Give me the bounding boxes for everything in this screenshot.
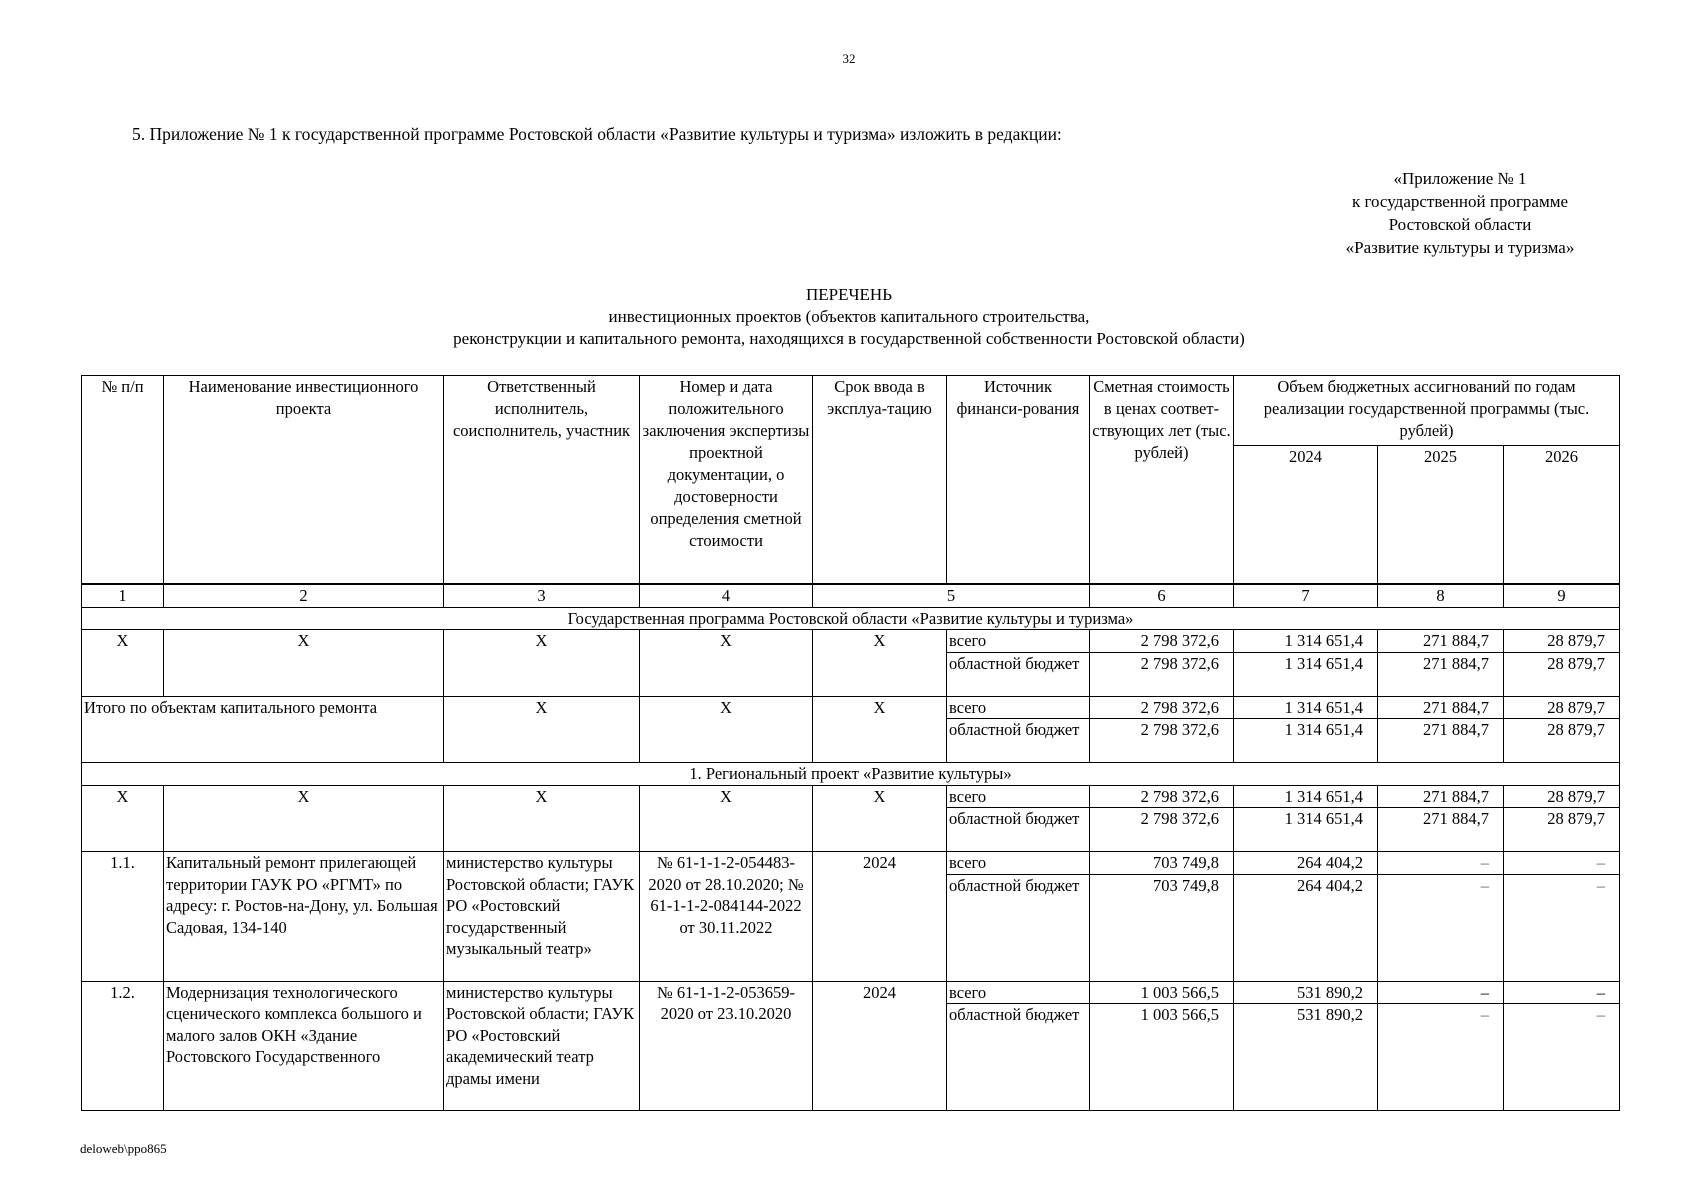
x-mark: Х <box>813 696 947 763</box>
appendix-heading <box>1300 167 1620 259</box>
source-total: всего <box>947 630 1090 653</box>
column-numbers-row <box>82 585 1620 608</box>
title-line-3: реконструкции и капитального ремонта, находящихся в государственной собственности Ростовской области) <box>453 329 1245 348</box>
x-mark: Х <box>640 785 813 852</box>
source-total: всего <box>947 696 1090 719</box>
y2026-value: 28 879,7 <box>1504 696 1620 719</box>
footer-code: deloweb\ppo865 <box>80 1141 167 1156</box>
header-year-2025: 2025 <box>1378 446 1504 584</box>
y2025-value: 271 884,7 <box>1378 696 1504 719</box>
x-mark: Х <box>444 785 640 852</box>
x-mark: Х <box>164 785 444 852</box>
y2025-value: 271 884,7 <box>1378 808 1504 852</box>
cost-value: 2 798 372,6 <box>1090 652 1234 696</box>
project-executor: министерство культуры Ростовской области; ГАУК РО «Ростовский академический театр драмы имени <box>444 981 640 1111</box>
header-year-2024: 2024 <box>1234 446 1378 584</box>
source-regional-budget: областной бюджет <box>947 808 1090 852</box>
appendix-line-2: к государственной программе <box>1351 192 1569 211</box>
itogo-total-row <box>82 696 1620 719</box>
y2025-value: 271 884,7 <box>1378 652 1504 696</box>
header-name: Наименование инвестиционного проекта <box>164 376 444 584</box>
y2024-value: 531 890,2 <box>1234 1004 1378 1111</box>
x-mark: Х <box>164 630 444 697</box>
y2026-value: 28 879,7 <box>1504 808 1620 852</box>
project-row <box>82 852 1620 875</box>
title-line-2: инвестиционных проектов (объектов капитального строительства, <box>608 307 1090 326</box>
program-title-row <box>82 607 1620 630</box>
title-line-1: ПЕРЕЧЕНЬ <box>806 285 892 304</box>
col-number: 3 <box>444 585 640 608</box>
project-executor: министерство культуры Ростовской области; ГАУК РО «Ростовский государственный музыкальный театр» <box>444 852 640 982</box>
page-number: 32 <box>842 51 856 66</box>
y2026-value: – <box>1504 874 1620 981</box>
y2024-value: 1 314 651,4 <box>1234 785 1378 808</box>
cost-value: 2 798 372,6 <box>1090 630 1234 653</box>
y2025-value: – <box>1378 1004 1504 1111</box>
col-number: 9 <box>1504 585 1620 608</box>
x-mark: Х <box>82 785 164 852</box>
header-year-2026: 2026 <box>1504 446 1620 584</box>
y2024-value: 1 314 651,4 <box>1234 719 1378 763</box>
y2024-value: 1 314 651,4 <box>1234 808 1378 852</box>
header-num: № п/п <box>82 376 164 584</box>
program-title: Государственная программа Ростовской области «Развитие культуры и туризма» <box>82 607 1620 630</box>
col-number: 7 <box>1234 585 1378 608</box>
program-total-row <box>82 630 1620 653</box>
y2024-value: 264 404,2 <box>1234 852 1378 875</box>
data-table <box>81 584 1620 1111</box>
cost-value: 1 003 566,5 <box>1090 1004 1234 1111</box>
y2025-value: – <box>1378 981 1504 1004</box>
cost-value: 1 003 566,5 <box>1090 981 1234 1004</box>
source-regional-budget: областной бюджет <box>947 652 1090 696</box>
document-title <box>0 284 1698 350</box>
source-total: всего <box>947 852 1090 875</box>
intro-paragraph: 5. Приложение № 1 к государственной программе Ростовской области «Развитие культуры и туризма» изложить в редакции: <box>132 124 1062 144</box>
y2026-value: 28 879,7 <box>1504 630 1620 653</box>
x-mark: Х <box>82 630 164 697</box>
appendix-line-3: Ростовской области <box>1388 215 1532 234</box>
regional-project-title: 1. Региональный проект «Развитие культуры» <box>82 763 1620 786</box>
x-mark: Х <box>444 630 640 697</box>
y2024-value: 1 314 651,4 <box>1234 652 1378 696</box>
y2025-value: 271 884,7 <box>1378 630 1504 653</box>
project-term: 2024 <box>813 981 947 1111</box>
y2025-value: – <box>1378 874 1504 981</box>
y2025-value: 271 884,7 <box>1378 719 1504 763</box>
y2026-value: 28 879,7 <box>1504 652 1620 696</box>
header-expertise: Номер и дата положительного заключения экспертизы проектной документации, о достоверности определения сметной стоимости <box>640 376 813 584</box>
itogo-label: Итого по объектам капитального ремонта <box>82 696 444 763</box>
x-mark: Х <box>813 785 947 852</box>
source-regional-budget: областной бюджет <box>947 719 1090 763</box>
project-name: Модернизация технологического сценического комплекса большого и малого залов ОКН «Здание Ростовского Государственного <box>164 981 444 1111</box>
y2025-value: – <box>1378 852 1504 875</box>
cost-value: 2 798 372,6 <box>1090 719 1234 763</box>
project-expertise: № 61-1-1-2-054483-2020 от 28.10.2020; № 61-1-1-2-084144-2022 от 30.11.2022 <box>640 852 813 982</box>
col-number: 8 <box>1378 585 1504 608</box>
x-mark: Х <box>444 696 640 763</box>
project-name: Капитальный ремонт прилегающей территории ГАУК РО «РГМТ» по адресу: г. Ростов-на-Дону, ул. Большая Садовая, 134-140 <box>164 852 444 982</box>
x-mark: Х <box>640 630 813 697</box>
appendix-line-4: «Развитие культуры и туризма» <box>1345 238 1575 257</box>
header-source: Источник финанси-рования <box>947 376 1090 584</box>
project-number: 1.1. <box>82 852 164 982</box>
y2024-value: 1 314 651,4 <box>1234 696 1378 719</box>
col-number: 5 <box>813 585 1090 608</box>
project-expertise: № 61-1-1-2-053659-2020 от 23.10.2020 <box>640 981 813 1111</box>
project-number: 1.2. <box>82 981 164 1111</box>
col-number: 1 <box>82 585 164 608</box>
y2024-value: 264 404,2 <box>1234 874 1378 981</box>
y2025-value: 271 884,7 <box>1378 785 1504 808</box>
header-cost: Сметная стоимость в ценах соответ-ствующих лет (тыс. рублей) <box>1090 376 1234 584</box>
source-regional-budget: областной бюджет <box>947 874 1090 981</box>
regional-project-title-row <box>82 763 1620 786</box>
source-total: всего <box>947 785 1090 808</box>
header-volume: Объем бюджетных ассигнований по годам реализации государственной программы (тыс. рублей) <box>1234 376 1620 446</box>
y2024-value: 1 314 651,4 <box>1234 630 1378 653</box>
y2026-value: – <box>1504 852 1620 875</box>
header-executor: Ответственный исполнитель, соисполнитель, участник <box>444 376 640 584</box>
y2026-value: – <box>1504 981 1620 1004</box>
cost-value: 2 798 372,6 <box>1090 808 1234 852</box>
source-total: всего <box>947 981 1090 1004</box>
header-table <box>81 375 1620 584</box>
cost-value: 2 798 372,6 <box>1090 696 1234 719</box>
project-term: 2024 <box>813 852 947 982</box>
cost-value: 703 749,8 <box>1090 852 1234 875</box>
cost-value: 2 798 372,6 <box>1090 785 1234 808</box>
col-number: 6 <box>1090 585 1234 608</box>
cost-value: 703 749,8 <box>1090 874 1234 981</box>
x-mark: Х <box>813 630 947 697</box>
x-mark: Х <box>640 696 813 763</box>
col-number: 2 <box>164 585 444 608</box>
source-regional-budget: областной бюджет <box>947 1004 1090 1111</box>
y2026-value: 28 879,7 <box>1504 719 1620 763</box>
y2024-value: 531 890,2 <box>1234 981 1378 1004</box>
y2026-value: 28 879,7 <box>1504 785 1620 808</box>
regional-total-row <box>82 785 1620 808</box>
header-term: Срок ввода в эксплуа-тацию <box>813 376 947 584</box>
appendix-line-1: «Приложение № 1 <box>1393 169 1527 188</box>
project-row <box>82 981 1620 1004</box>
col-number: 4 <box>640 585 813 608</box>
y2026-value: – <box>1504 1004 1620 1111</box>
